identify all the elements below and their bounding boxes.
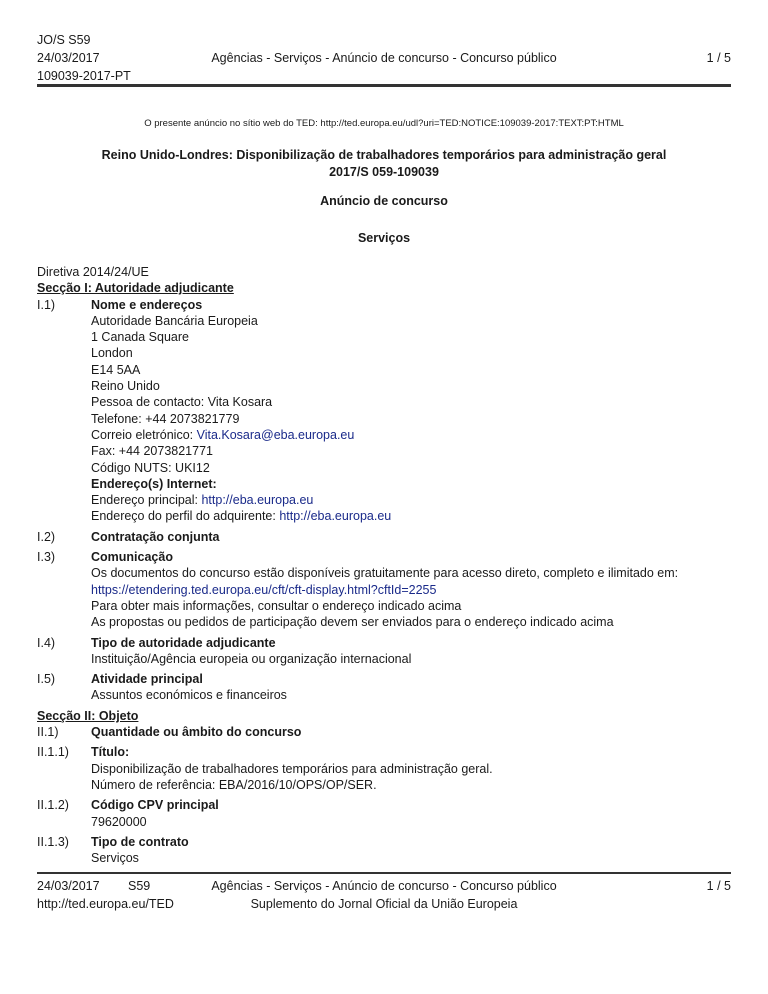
submission-text: As propostas ou pedidos de participação devem ser enviados para o endereço indicado acima (91, 615, 614, 630)
item-i5 (37, 671, 737, 704)
street: 1 Canada Square (91, 330, 189, 345)
contract-kind: Serviços (357, 231, 411, 245)
main-url-label: Endereço principal: (91, 493, 202, 508)
footer-supplement: Suplemento do Jornal Oficial da União Europeia (250, 897, 518, 911)
item-i1 (37, 297, 737, 525)
country: Reino Unido (91, 379, 160, 394)
item-number: I.3) (37, 550, 56, 565)
item-value: Serviços (91, 851, 139, 866)
email-link[interactable]: Vita.Kosara@eba.europa.eu (196, 427, 355, 442)
more-info-text: Para obter mais informações, consultar o endereço indicado acima (91, 598, 462, 613)
title-line: Reino Unido-Londres: Disponibilização de trabalhadores temporários para administração geral (101, 148, 667, 162)
footer-url: http://ted.europa.eu/TED (37, 897, 174, 911)
item-number: I.4) (37, 635, 56, 650)
notice-number: 2017/S 059-109039 (329, 165, 439, 179)
item-number: II.1.2) (37, 798, 69, 813)
notice-type: Anúncio de concurso (320, 194, 448, 208)
item-number: II.1) (37, 725, 59, 740)
item-ii1 (37, 724, 737, 740)
nuts-code: Código NUTS: UKI12 (91, 460, 210, 475)
item-ii11 (37, 744, 737, 793)
footer-date: 24/03/2017 (37, 879, 100, 893)
phone: Telefone: +44 2073821779 (91, 411, 240, 426)
item-title: Atividade principal (91, 672, 203, 687)
main-url-row (91, 492, 737, 508)
email-row (91, 427, 737, 443)
header-divider (37, 84, 731, 87)
footer-center (0, 877, 768, 913)
item-number: II.1.1) (37, 745, 69, 760)
reference-number: Número de referência: EBA/2016/10/OPS/OP/SER. (91, 777, 377, 792)
buyer-url-label: Endereço do perfil do adquirente: (91, 509, 280, 524)
docs-access-text: Os documentos do concurso estão disponíveis gratuitamente para acesso direto, completo e ilimitado em: (91, 566, 679, 581)
item-title: Comunicação (91, 550, 173, 565)
item-number: II.1.3) (37, 834, 69, 849)
item-title: Código CPV principal (91, 798, 219, 813)
org-name: Autoridade Bancária Europeia (91, 313, 258, 328)
postcode: E14 5AA (91, 362, 141, 377)
main-url-link[interactable]: http://eba.europa.eu (201, 493, 314, 508)
fax: Fax: +44 2073821771 (91, 444, 213, 459)
footer-series: S59 (128, 879, 151, 893)
footer-page-number: 1 / 5 (706, 879, 731, 893)
item-title: Nome e endereços (91, 297, 203, 312)
item-title: Tipo de autoridade adjudicante (91, 635, 276, 650)
item-title: Título: (91, 745, 130, 760)
notice-body (37, 264, 737, 866)
section-1-heading: Secção I: Autoridade adjudicante (37, 281, 234, 296)
email-label: Correio eletrónico: (91, 427, 197, 442)
item-value: Assuntos económicos e financeiros (91, 688, 287, 703)
item-ii13 (37, 834, 737, 867)
document-title (0, 147, 768, 181)
item-title: Contratação conjunta (91, 529, 220, 544)
etendering-link[interactable]: https://etendering.ted.europa.eu/cft/cft-display.html?cftId=2255 (91, 582, 437, 597)
header-date: 24/03/2017 (37, 51, 100, 65)
item-value: Instituição/Agência europeia ou organização internacional (91, 651, 412, 666)
buyer-url-link[interactable]: http://eba.europa.eu (279, 509, 392, 524)
item-number: I.2) (37, 529, 56, 544)
item-number: I.1) (37, 297, 56, 312)
item-number: I.5) (37, 672, 56, 687)
buyer-url-row (91, 508, 737, 524)
directive: Diretiva 2014/24/UE (37, 265, 149, 279)
item-title: Tipo de contrato (91, 834, 189, 849)
header-title: Agências - Serviços - Anúncio de concurso - Concurso público (211, 51, 557, 65)
header-page-number: 1 / 5 (706, 51, 731, 65)
item-ii12 (37, 797, 737, 830)
item-value: Disponibilização de trabalhadores temporários para administração geral. (91, 761, 493, 776)
ted-link-line: O presente anúncio no sítio web do TED: http://ted.europa.eu/udl?uri=TED:NOTICE:109039-2017:TEXT:PT:HTML (144, 118, 624, 129)
footer-title: Agências - Serviços - Anúncio de concurso - Concurso público (211, 879, 557, 893)
item-title: Quantidade ou âmbito do concurso (91, 725, 302, 740)
item-i4 (37, 635, 737, 668)
notice-id: 109039-2017-PT (37, 69, 131, 83)
city: London (91, 346, 133, 361)
item-value: 79620000 (91, 814, 147, 829)
item-i3 (37, 549, 737, 630)
section-2-heading: Secção II: Objeto (37, 708, 139, 723)
contact-person: Pessoa de contacto: Vita Kosara (91, 395, 273, 410)
footer-divider (37, 872, 731, 874)
item-i2 (37, 529, 737, 545)
journal-ref: JO/S S59 (37, 33, 91, 47)
internet-heading: Endereço(s) Internet: (91, 476, 217, 491)
